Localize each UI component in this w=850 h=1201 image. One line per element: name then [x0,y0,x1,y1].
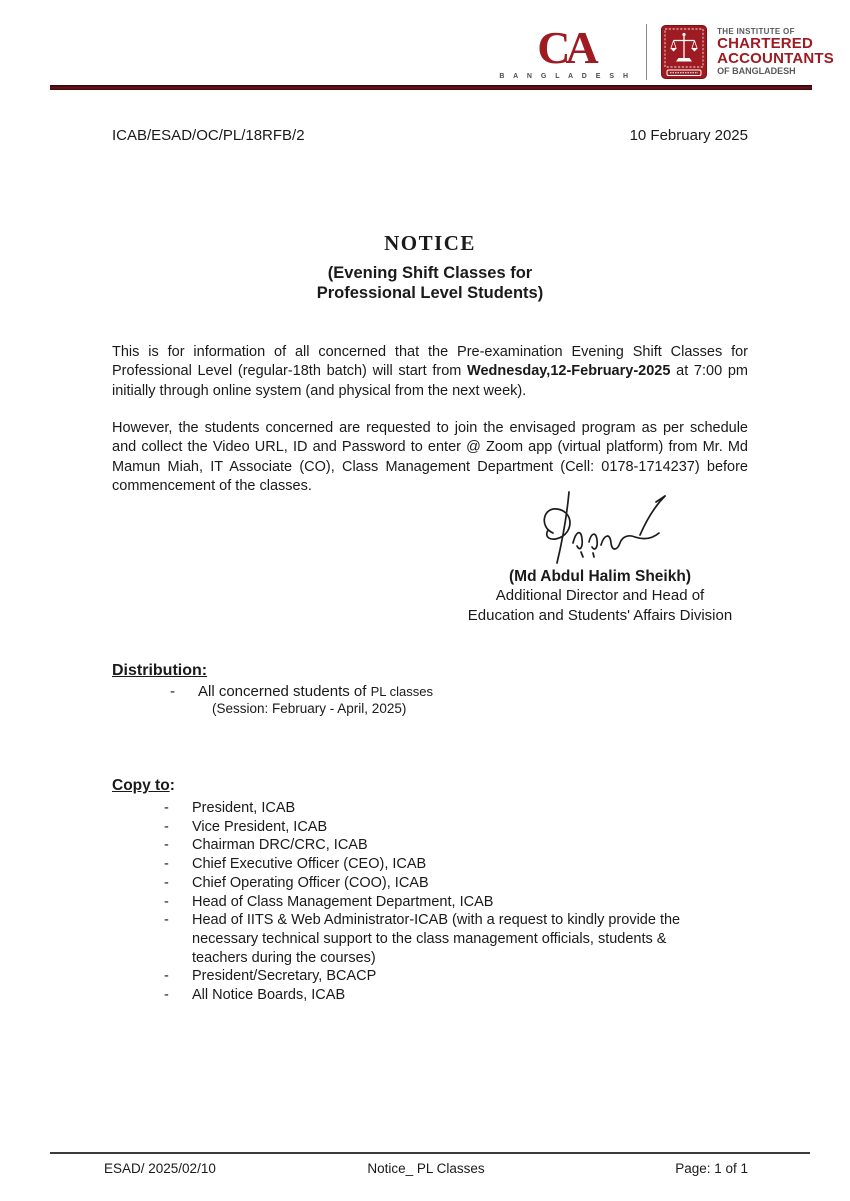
dash-bullet: - [164,987,169,1004]
title-wrap [112,231,748,256]
dash-bullet: - [164,874,169,891]
list-item [112,893,748,912]
dash-bullet: - [164,818,169,835]
list-item-text: Chief Operating Officer (COO), ICAB [192,874,429,891]
list-item-text: Chief Executive Officer (CEO), ICAB [192,856,427,873]
footer-center-text: Notice_ PL Classes [367,1161,485,1176]
list-item [112,836,748,855]
copy-to-heading-text: Copy to [112,777,170,794]
signatory-title-line2: Education and Students' Affairs Division [467,606,733,624]
header-rule [50,85,812,90]
distribution-item-main: All concerned students of [198,683,371,700]
footer-left-text: ESAD/ 2025/02/10 [104,1161,216,1176]
distribution-heading: Distribution: [112,662,208,679]
ca-wordmark [499,21,632,80]
body-paragraph-2: However, the students concerned are requested to join the envisaged program as per schedule and collect the Video URL, ID and Password to enter @ Zoom app (virtual platform) from Mr. Md Mamun Miah, IT Associate (CO), Class Management Department (Cell: 0178-1714237) before commencement of the classes. [112,419,748,494]
signature-icon [525,486,675,566]
document-date: 10 February 2025 [629,127,748,144]
list-item-text: President/Secretary, BCACP [192,968,377,985]
signatory-name: (Md Abdul Halim Sheikh) [509,568,691,585]
list-item [112,986,748,1005]
list-item [112,818,748,837]
reference-row [112,127,748,144]
copy-to-heading [112,777,748,795]
copy-to-list [112,799,748,1005]
dash-bullet: - [164,837,169,854]
institute-line2: CHARTERED [717,34,814,52]
body-paragraph-1 [112,343,748,402]
dash-bullet: - [164,800,169,816]
notice-subtitle [112,263,748,303]
list-item-text: Vice President, ICAB [192,818,328,835]
distribution-item-small: PL classes [370,684,433,699]
footer-row [104,1161,748,1176]
icab-crest-icon [661,25,707,79]
dash-bullet: - [164,968,169,985]
dash-bullet: - [164,912,169,929]
distribution-item [112,683,748,700]
list-item [112,799,748,818]
institute-line1: THE INSTITUTE OF [717,26,795,36]
ca-logo-subtext: B A N G L A D E S H [499,72,632,80]
dash-bullet: - [164,893,169,910]
list-item-text: Chairman DRC/CRC, ICAB [192,837,368,854]
list-item-text: President, ICAB [192,800,296,816]
list-item-text: All Notice Boards, ICAB [192,987,346,1004]
footer-right-text: Page: 1 of 1 [675,1161,748,1176]
copy-to-heading-colon: : [169,777,175,794]
footer-rule [50,1152,810,1154]
para1-after: at 7:00 pm initially through online system (and physical from the next week). [112,363,748,399]
dash-bullet: - [170,683,175,700]
list-item [112,855,748,874]
dash-bullet: - [164,856,169,873]
distribution-session: (Session: February - April, 2025) [212,701,407,716]
signature-block [432,486,768,625]
subtitle-line1: (Evening Shift Classes for [327,264,533,282]
institute-name-block [717,28,834,77]
distribution-section [112,662,748,716]
signatory-title-line1: Additional Director and Head of [495,587,705,604]
reference-number: ICAB/ESAD/OC/PL/18RFB/2 [112,127,305,144]
copy-to-section [112,777,748,1005]
list-item [112,967,748,986]
list-item-text: Head of Class Management Department, ICAB [192,893,494,910]
para1-before: This is for information of all concerned that the Pre-examination Evening Shift Classes for Professional Level (regular-18th batch) will start from [112,343,748,379]
institute-line3: ACCOUNTANTS [717,50,834,67]
list-item [112,911,748,967]
icab-logo-block [499,21,834,80]
para1-bold-date: Wednesday,12-February-2025 [467,363,671,379]
list-item [112,874,748,893]
logo-divider [646,24,648,80]
distribution-item-text [198,683,433,700]
institute-line4: OF BANGLADESH [717,66,796,77]
list-item-text: Head of IITS & Web Administrator-ICAB (with a request to kindly provide the necessary technical support to the class management officials, students & teachers during the courses) [192,912,681,966]
page-title: NOTICE [384,231,476,255]
ca-logo-text: CA [537,21,594,73]
subtitle-line2: Professional Level Students) [316,284,544,302]
